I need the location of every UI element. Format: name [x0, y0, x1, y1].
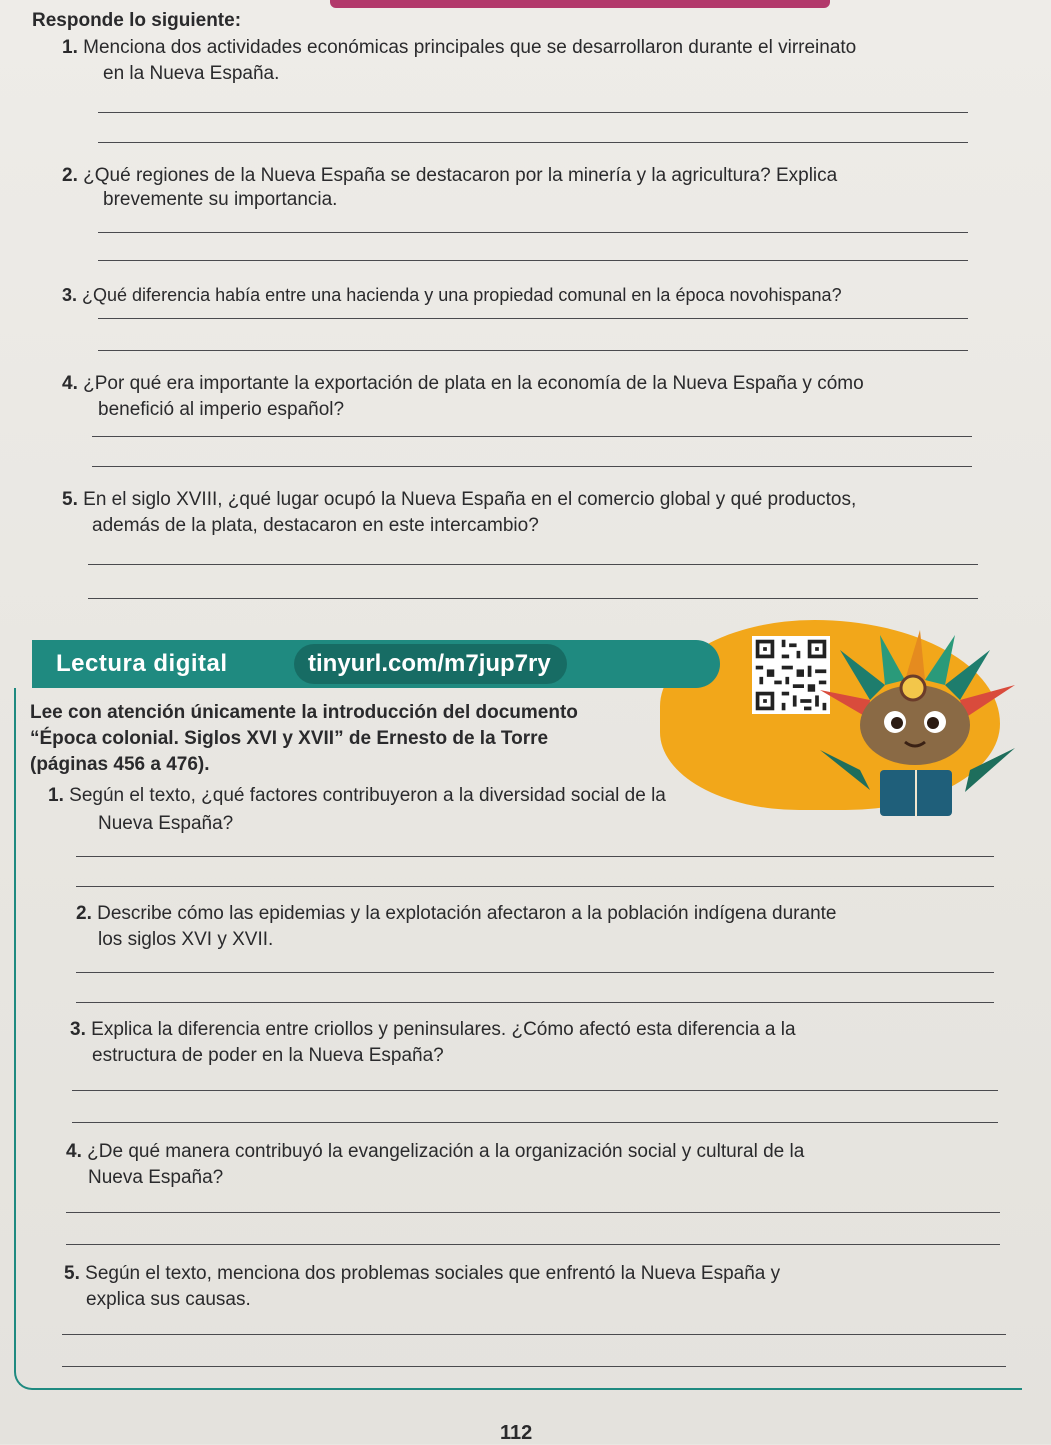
answer-line[interactable]: [72, 1090, 998, 1091]
answer-line[interactable]: [98, 142, 968, 143]
question-1-cont: en la Nueva España.: [103, 63, 280, 84]
headdress-medallion: [901, 676, 925, 700]
reading-mascot-illustration: [800, 630, 1030, 830]
answer-line[interactable]: [92, 436, 972, 437]
answer-line[interactable]: [88, 598, 978, 599]
top-accent-bar: [330, 0, 830, 8]
answer-line[interactable]: [72, 1122, 998, 1123]
reading-question-5-cont: explica sus causas.: [86, 1289, 251, 1310]
question-2: 2. ¿Qué regiones de la Nueva España se destacaron por la minería y la agricultura? Explica: [62, 165, 838, 186]
reading-question-1: 1. Según el texto, ¿qué factores contribuyeron a la diversidad social de la: [48, 785, 666, 806]
question-2-cont: brevemente su importancia.: [103, 189, 338, 210]
answer-line[interactable]: [66, 1212, 1000, 1213]
answer-line[interactable]: [62, 1334, 1006, 1335]
answer-line[interactable]: [98, 350, 968, 351]
answer-line[interactable]: [66, 1244, 1000, 1245]
question-1: 1. Menciona dos actividades económicas principales que se desarrollaron durante el virreinato: [62, 37, 857, 58]
question-4: 4. ¿Por qué era importante la exportación de plata en la economía de la Nueva España y cómo: [62, 373, 864, 394]
reading-question-5: 5. Según el texto, menciona dos problemas sociales que enfrentó la Nueva España y: [64, 1263, 781, 1284]
question-4-cont: benefició al imperio español?: [98, 399, 345, 420]
reading-question-1-cont: Nueva España?: [98, 813, 234, 834]
answer-line[interactable]: [98, 318, 968, 319]
banner-label: Lectura digital: [56, 650, 228, 677]
question-3: 3. ¿Qué diferencia había entre una hacienda y una propiedad comunal en la época novohispana?: [62, 285, 842, 305]
reading-question-4: 4. ¿De qué manera contribuyó la evangelización a la organización social y cultural de la: [66, 1141, 805, 1162]
section-header: Responde lo siguiente:: [32, 10, 242, 31]
question-5: 5. En el siglo XVIII, ¿qué lugar ocupó la Nueva España en el comercio global y qué productos,: [62, 489, 857, 510]
answer-line[interactable]: [92, 466, 972, 467]
reading-question-4-cont: Nueva España?: [88, 1167, 224, 1188]
answer-line[interactable]: [76, 972, 994, 973]
reading-instructions: Lee con atención únicamente la introducción del documento “Época colonial. Siglos XVI y XVII” de Ernesto de la Torre (páginas 456 a 476).: [30, 702, 578, 775]
question-5-cont: además de la plata, destacaron en este intercambio?: [92, 515, 539, 536]
banner-url-link[interactable]: tinyurl.com/m7jup7ry: [294, 644, 567, 684]
reading-question-2-cont: los siglos XVI y XVII.: [98, 929, 274, 950]
answer-line[interactable]: [88, 564, 978, 565]
answer-line[interactable]: [98, 260, 968, 261]
digital-reading-banner: [32, 640, 720, 688]
answer-line[interactable]: [62, 1366, 1006, 1367]
reading-question-3: 3. Explica la diferencia entre criollos y peninsulares. ¿Cómo afectó esta diferencia a la: [70, 1019, 796, 1040]
page-number: 112: [500, 1422, 533, 1444]
reading-question-2: 2. Describe cómo las epidemias y la explotación afectaron a la población indígena durante: [76, 903, 837, 924]
answer-line[interactable]: [98, 112, 968, 113]
answer-line[interactable]: [76, 856, 994, 857]
answer-line[interactable]: [76, 886, 994, 887]
reading-question-3-cont: estructura de poder en la Nueva España?: [92, 1045, 444, 1066]
answer-line[interactable]: [98, 232, 968, 233]
answer-line[interactable]: [76, 1002, 994, 1003]
